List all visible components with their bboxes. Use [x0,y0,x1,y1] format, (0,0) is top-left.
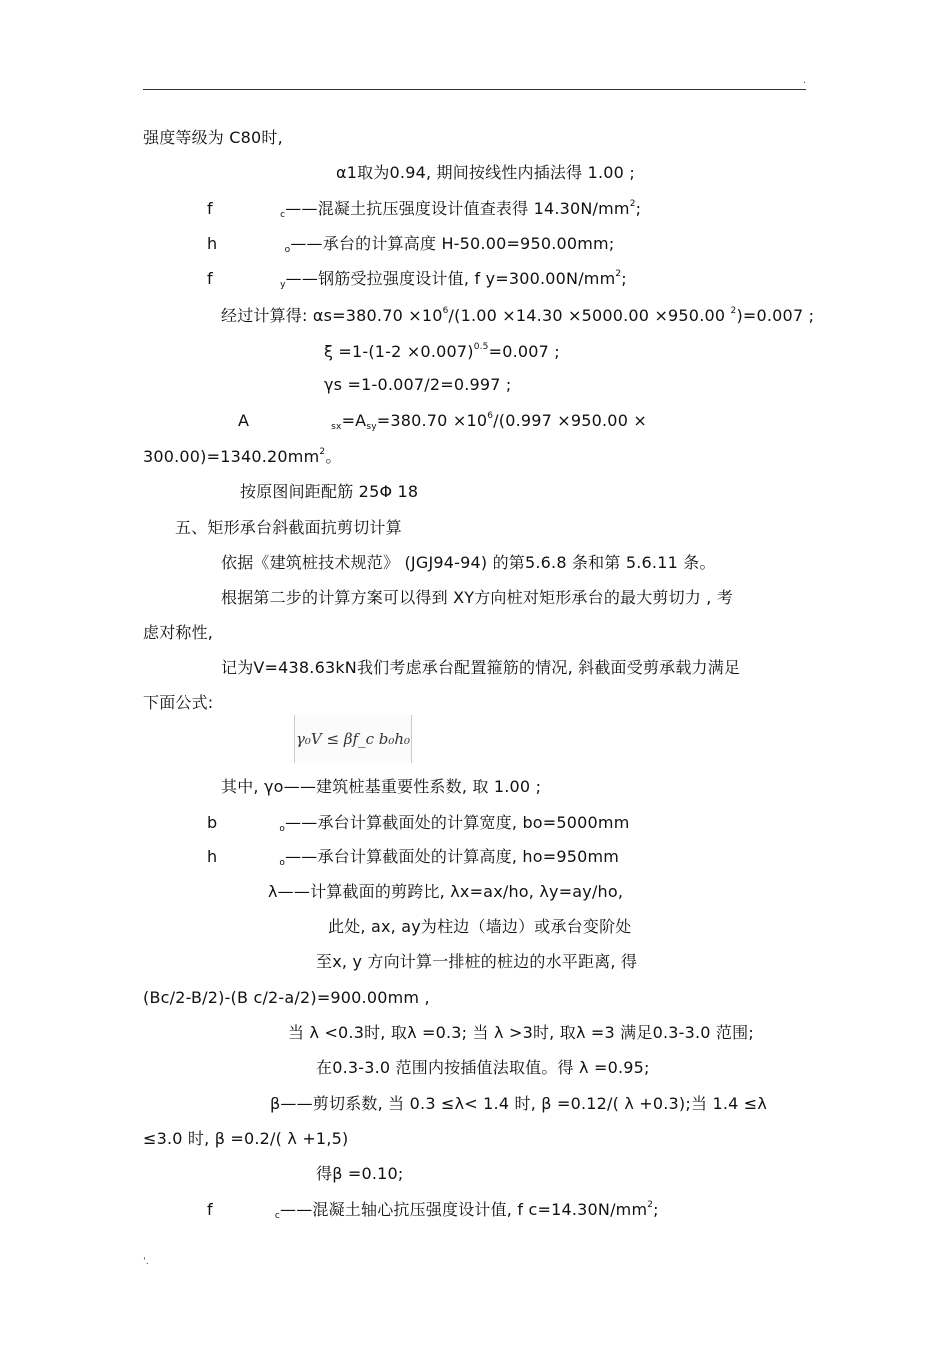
subscript: y [280,280,286,290]
punct: 。 [325,447,342,466]
calc-a: 经过计算得: αs=380.70 ×10 [221,306,443,325]
superscript: 2 [730,306,737,316]
text-line: β——剪切系数, 当 0.3 ≤λ< 1.4 时, β =0.12/( λ +0.3);当 1.4 ≤λ [270,1094,768,1113]
text-line: 按原图间距配筋 25Φ 18 [240,482,419,501]
text-line: 记为V=438.63kN我们考虑承台配置箍筋的情况, 斜截面受剪承载力满足 [221,658,741,677]
desc: ——承台的计算高度 H-50.00=950.00mm; [290,234,615,253]
text-line: 当 λ <0.3时, 取λ =0.3; 当 λ >3时, 取λ =3 满足0.3-3.0 范围; [288,1023,754,1042]
subscript: sx [331,422,342,432]
text-line [143,447,342,470]
footer-mark: '. [143,1256,149,1267]
subscript: o [279,824,286,834]
symbol: A [238,411,250,430]
symbol: h [207,847,218,866]
superscript: 2 [647,1200,654,1210]
text-line: 下面公式: [143,693,214,712]
text-line: 根据第二步的计算方案可以得到 XY方向桩对矩形承台的最大剪切力 , 考 [221,588,734,607]
desc: ——承台计算截面处的计算高度, ho=950mm [285,847,620,866]
text-line [207,1200,659,1223]
desc: ——混凝土抗压强度设计值查表得 14.30N/mm [285,199,630,218]
text-line [238,411,647,434]
calc-b: =380.70 ×10 [376,411,488,430]
superscript: 6 [442,306,449,316]
formula-image: γ₀V ≤ βf_c b₀h₀ [294,715,412,763]
text-line [207,199,641,222]
text-line: 虑对称性, [143,623,214,642]
text-line: (Bc/2-B/2)-(B c/2-a/2)=900.00mm , [143,988,430,1007]
calc-b: =0.007 ; [488,342,560,361]
symbol: f [207,1200,213,1219]
calc-b: /(1.00 ×14.30 ×5000.00 ×950.00 [448,306,731,325]
text-line: λ——计算截面的剪跨比, λx=ax/ho, λy=ay/ho, [268,882,624,901]
section-heading: 五、矩形承台斜截面抗剪切计算 [175,518,402,537]
subscript: o [284,245,291,255]
text-line: 依据《建筑桩技术规范》 (JGJ94-94) 的第5.6.8 条和第 5.6.11 条。 [221,553,716,572]
symbol: b [207,813,218,832]
text-line: 至x, y 方向计算一排桩的桩边的水平距离, 得 [316,952,638,971]
text-line [207,269,627,292]
text-line: 在0.3-3.0 范围内按插值法取值。得 λ =0.95; [316,1058,650,1077]
text-line [324,342,560,365]
symbol: f [207,199,213,218]
header-rule [143,89,806,90]
text-line: ≤3.0 时, β =0.2/( λ +1,5) [143,1129,349,1148]
text-line [207,813,630,836]
text-line: 其中, γo——建筑桩基重要性系数, 取 1.00 ; [221,777,542,796]
text-line [221,306,814,329]
calc-c: )=0.007 ; [736,306,815,325]
subscript: sy [366,422,377,432]
text-line: α1取为0.94, 期间按线性内插法得 1.00 ; [336,163,635,182]
superscript: 6 [487,411,494,421]
calc-a: 300.00)=1340.20mm [143,447,320,466]
superscript: 2 [629,199,636,209]
superscript: 2 [615,269,622,279]
text-line [207,234,614,257]
desc: ——混凝土轴心抗压强度设计值, f c=14.30N/mm [280,1200,648,1219]
desc: ——钢筋受拉强度设计值, f y=300.00N/mm [285,269,616,288]
punct: ; [635,199,642,218]
subscript: c [274,1211,280,1221]
punct: ; [653,1200,659,1219]
symbol: h [207,234,218,253]
subscript: o [279,858,286,868]
calc-c: /(0.997 ×950.00 × [493,411,647,430]
superscript: 0.5 [473,342,489,352]
desc: ——承台计算截面处的计算宽度, bo=5000mm [285,813,630,832]
subscript: c [280,210,286,220]
calc-a: ξ =1-(1-2 ×0.007) [324,342,474,361]
text-line: 强度等级为 C80时, [143,128,283,147]
text-line: 得β =0.10; [316,1164,404,1183]
text-line: γs =1-0.007/2=0.997 ; [324,375,512,394]
header-mark: . [803,75,807,86]
text-line: 此处, ax, ay为柱边（墙边）或承台变阶处 [328,917,632,936]
symbol: f [207,269,213,288]
calc-a: =A [341,411,367,430]
superscript: 2 [319,447,326,457]
punct: ; [621,269,627,288]
text-line [207,847,619,870]
